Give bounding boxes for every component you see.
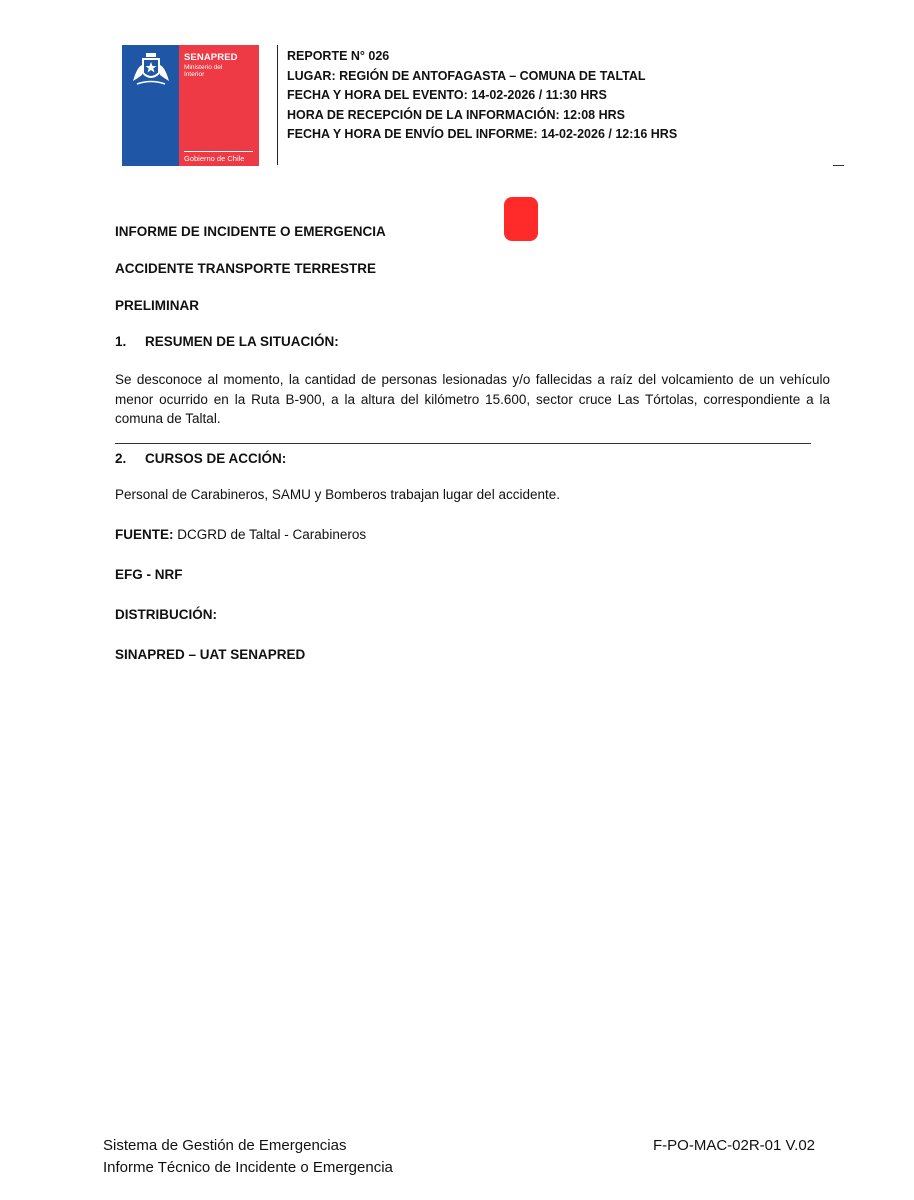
logo-blue-panel (122, 45, 179, 166)
footer-report-name: Informe Técnico de Incidente o Emergencia (103, 1159, 393, 1176)
document-title: INFORME DE INCIDENTE O EMERGENCIA (115, 224, 386, 239)
section-heading-actions (115, 451, 286, 466)
logo-government: Gobierno de Chile (184, 154, 245, 163)
footer-form-code: F-PO-MAC-02R-01 V.02 (653, 1137, 815, 1154)
reception-time: HORA DE RECEPCIÓN DE LA INFORMACIÓN: 12:08 HRS (287, 107, 625, 122)
actions-paragraph: Personal de Carabineros, SAMU y Bomberos trabajan lugar del accidente. (115, 487, 560, 502)
source-label: FUENTE: (115, 527, 174, 542)
report-header (287, 47, 677, 145)
source-line (115, 527, 366, 542)
section-number: 2. (115, 451, 127, 466)
footer-system-name: Sistema de Gestión de Emergencias (103, 1137, 347, 1154)
section-number: 1. (115, 334, 127, 349)
report-status: PRELIMINAR (115, 298, 199, 313)
event-datetime: FECHA Y HORA DEL EVENTO: 14-02-2026 / 11:30 HRS (287, 88, 607, 102)
logo-brand-name: SENAPRED (184, 52, 238, 63)
logo-divider (184, 151, 253, 152)
distribution-value: SINAPRED – UAT SENAPRED (115, 647, 306, 662)
section-heading-summary (115, 334, 339, 349)
report-number: REPORTE N° 026 (287, 49, 390, 63)
logo-ministry-line2: Interior (184, 71, 205, 78)
source-value: DCGRD de Taltal - Carabineros (177, 527, 367, 542)
send-datetime: FECHA Y HORA DE ENVÍO DEL INFORME: 14-02-2026 / 12:16 HRS (287, 127, 678, 141)
horizontal-rule (115, 443, 811, 444)
header-divider (277, 45, 278, 165)
incident-type: ACCIDENTE TRANSPORTE TERRESTRE (115, 261, 377, 276)
section-title: RESUMEN DE LA SITUACIÓN: (145, 334, 339, 349)
author-initials: EFG - NRF (115, 567, 183, 582)
top-right-dash (833, 165, 844, 166)
summary-paragraph: Se desconoce al momento, la cantidad de personas lesionadas y/o fallecidas a raíz del volcamiento de un vehículo menor ocurrido en la Ruta B-900, a la altura del kilómetro 15.600, sector cruce Las Tórtolas, correspondiente a la comuna de Taltal. (115, 372, 830, 426)
coat-of-arms-icon (129, 51, 173, 87)
report-place: LUGAR: REGIÓN DE ANTOFAGASTA – COMUNA DE TALTAL (287, 68, 646, 83)
logo-red-panel (179, 45, 259, 166)
logo-ministry (184, 64, 244, 78)
logo-ministry-line1: Ministerio del (184, 64, 223, 71)
senapred-logo (122, 45, 259, 166)
red-redaction-mark (504, 197, 538, 241)
section-title: CURSOS DE ACCIÓN: (145, 451, 287, 466)
footer-left (103, 1135, 393, 1179)
distribution-label: DISTRIBUCIÓN: (115, 607, 217, 622)
